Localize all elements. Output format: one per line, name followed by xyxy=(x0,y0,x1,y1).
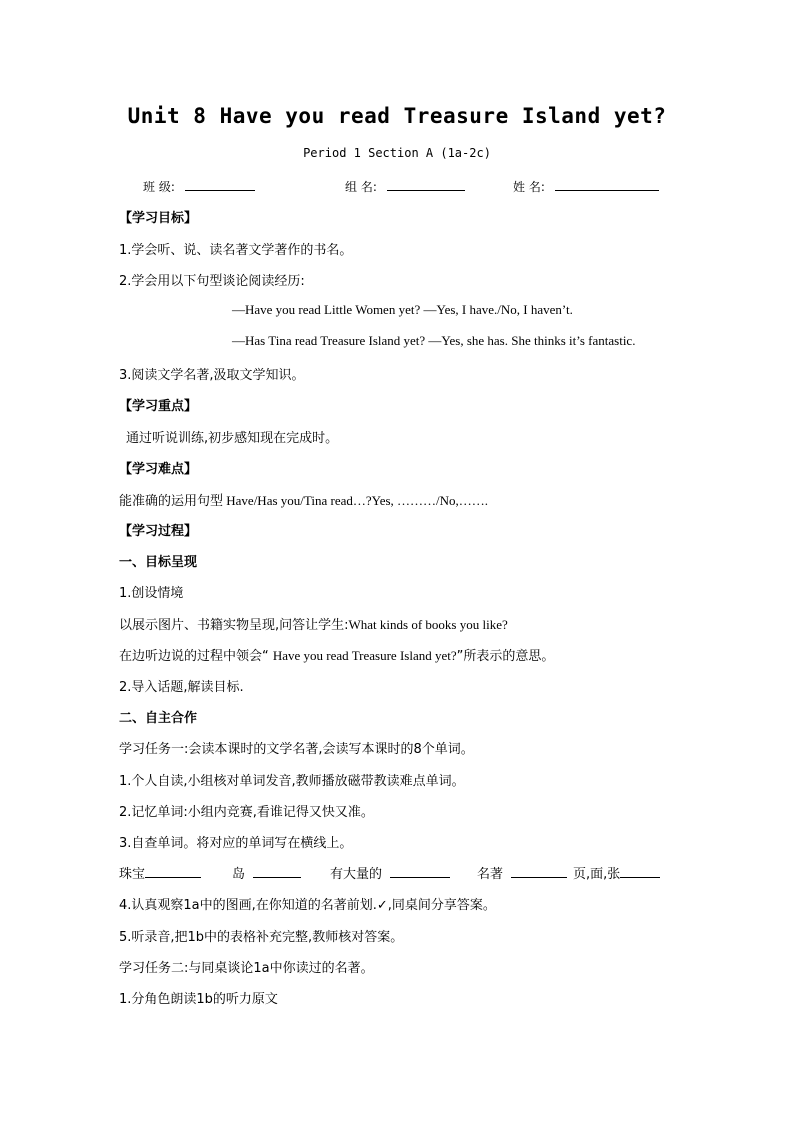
example-sentence-2: —Has Tina read Treasure Island yet? —Yes, she has. She thinks it’s fantastic. xyxy=(232,333,636,348)
part1-step1-text2 xyxy=(119,645,554,664)
part1-heading: 一、目标呈现 xyxy=(119,555,198,570)
objectives-heading: 【学习目标】 xyxy=(119,211,198,226)
page-subtitle: Period 1 Section A (1a-2c) xyxy=(303,146,491,160)
vocab-item-island xyxy=(232,863,301,882)
task1-text: 学习任务一:会读本课时的文学名著,会读写本课时的8个单词。 xyxy=(119,742,474,757)
class-label: 班 级: xyxy=(143,180,175,194)
vocab-item-jewel xyxy=(119,863,201,882)
part1-step1-text2-b: ”所表示的意思。 xyxy=(456,649,555,664)
part1-step2: 2.导入话题,解读目标. xyxy=(119,680,244,695)
name-field xyxy=(513,178,659,195)
part1-step1-text-cn: 以展示图片、书籍实物呈现,问答让学生: xyxy=(119,618,349,633)
example-sentence-1: —Have you read Little Women yet? —Yes, I have./No, I haven’t. xyxy=(232,302,573,317)
part1-step1-text xyxy=(119,614,508,633)
difficulties-text-en: Have/Has you/Tina read…?Yes, ………/No,……. xyxy=(223,493,489,508)
name-blank[interactable] xyxy=(555,178,659,191)
task2-step1: 1.分角色朗读1b的听力原文 xyxy=(119,992,278,1007)
task2-text: 学习任务二:与同桌谈论1a中你读过的名著。 xyxy=(119,961,374,976)
class-blank[interactable] xyxy=(185,178,255,191)
vocab-label: 页,面,张 xyxy=(573,867,621,882)
objective-2: 2.学会用以下句型谈论阅读经历: xyxy=(119,274,305,289)
difficulties-text xyxy=(119,490,488,509)
task1-step5: 5.听录音,把1b中的表格补充完整,教师核对答案。 xyxy=(119,930,404,945)
vocab-label: 珠宝 xyxy=(119,867,146,882)
part1-step1-text-en: What kinds of books you like? xyxy=(348,617,508,632)
objective-1: 1.学会听、说、读名著文学著作的书名。 xyxy=(119,243,353,258)
task1-step1: 1.个人自读,小组核对单词发音,教师播放磁带教读难点单词。 xyxy=(119,774,465,789)
part1-step1-text2-en: Have you read Treasure Island yet? xyxy=(272,648,457,663)
part1-step1: 1.创设情境 xyxy=(119,586,184,601)
part2-heading: 二、自主合作 xyxy=(119,711,198,726)
task1-step2: 2.记忆单词:小组内竞赛,看谁记得又快又准。 xyxy=(119,805,374,820)
class-field xyxy=(143,178,255,195)
difficulties-text-cn: 能准确的运用句型 xyxy=(119,494,224,509)
task1-step4: 4.认真观察1a中的图画,在你知道的名著前划.✓,同桌间分享答案。 xyxy=(119,898,496,913)
vocab-item-plenty xyxy=(330,863,450,882)
vocab-item-classic xyxy=(477,863,567,882)
key-points-heading: 【学习重点】 xyxy=(119,399,198,414)
vocab-blank[interactable] xyxy=(511,865,567,878)
vocab-label: 有大量的 xyxy=(330,867,383,882)
group-blank[interactable] xyxy=(387,178,465,191)
vocab-blank[interactable] xyxy=(390,865,450,878)
vocab-blank[interactable] xyxy=(253,865,301,878)
vocab-blank[interactable] xyxy=(620,865,660,878)
group-label: 组 名: xyxy=(345,180,377,194)
process-heading: 【学习过程】 xyxy=(119,524,198,539)
vocab-label: 名著 xyxy=(477,867,504,882)
part1-step1-text2-a: 在边听边说的过程中领会“ xyxy=(119,649,273,664)
group-field xyxy=(345,178,465,195)
name-label: 姓 名: xyxy=(513,180,545,194)
vocab-label: 岛 xyxy=(232,867,246,882)
task1-step3: 3.自查单词。将对应的单词写在横线上。 xyxy=(119,836,353,851)
key-points-text: 通过听说训练,初步感知现在完成时。 xyxy=(126,431,339,446)
page-title: Unit 8 Have you read Treasure Island yet? xyxy=(127,104,667,128)
vocab-blank[interactable] xyxy=(145,865,201,878)
objective-3: 3.阅读文学名著,汲取文学知识。 xyxy=(119,368,305,383)
vocab-item-page xyxy=(573,863,660,882)
difficulties-heading: 【学习难点】 xyxy=(119,462,198,477)
